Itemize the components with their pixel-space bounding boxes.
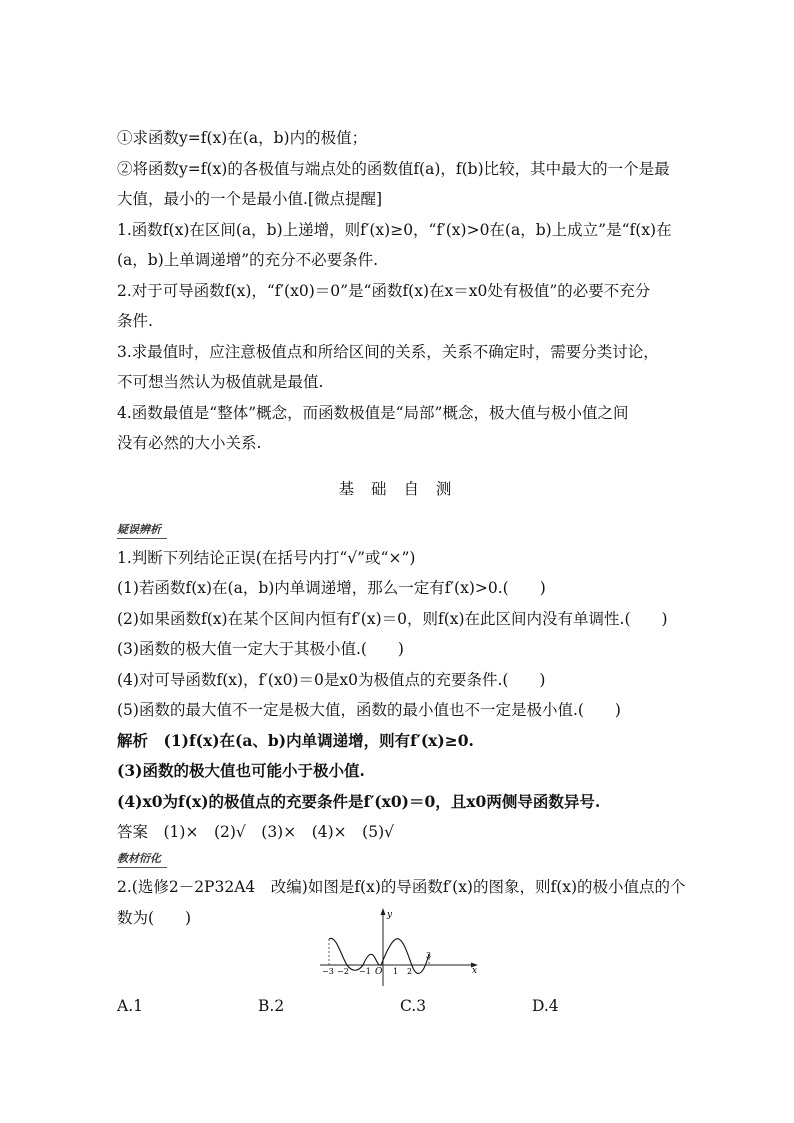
text-line: ②将函数y=f(x)的各极值与端点处的函数值f(a)，f(b)比较，其中最大的一个是最 (117, 159, 670, 178)
answer-line: 答案 (1)× (2)√ (3)× (4)× (5)√ (117, 823, 394, 841)
choice-b[interactable]: B.2 (258, 997, 285, 1015)
section-tag: 疑误辨析 (117, 522, 167, 539)
text-line: 1.函数f(x)在区间(a，b)上递增，则f′(x)≥0，“f′(x)>0在(a，b)上成立”是“f(x)在 (117, 220, 672, 239)
tick-label: −3 (322, 967, 334, 976)
choice-c[interactable]: C.3 (400, 997, 427, 1015)
tick-label: 1 (393, 967, 399, 976)
x-label: x (472, 966, 478, 976)
question-line: (3)函数的极大值一定大于其极小值.( ) (117, 640, 404, 658)
section-title: 基 础 自 测 (338, 480, 458, 498)
question-line: (2)如果函数f(x)在某个区间内恒有f′(x)＝0，则f(x)在此区间内没有单调性.( ) (117, 609, 668, 628)
tick-label: −2 (337, 967, 349, 976)
choice-d[interactable]: D.4 (532, 997, 559, 1015)
text-line: ①求函数y=f(x)在(a，b)内的极值； (117, 129, 368, 147)
text-line: 条件. (117, 312, 153, 330)
question-line: 数为( ) (117, 908, 192, 927)
text-line: 没有必然的大小关系. (117, 434, 262, 452)
text-line: 不可想当然认为极值就是最值. (117, 373, 324, 391)
analysis-line: 解析 (1)f(x)在(a、b)内单调递增，则有f′(x)≥0. (117, 730, 474, 750)
origin-label: O (375, 967, 383, 977)
text-line: (a，b)上单调递增”的充分不必要条件. (117, 251, 379, 269)
question-line: (5)函数的最大值不一定是极大值，函数的最小值也不一定是极小值.( ) (117, 701, 621, 719)
section-tag: 教材衍化 (117, 851, 167, 868)
question-line: (4)对可导函数f(x)，f′(x0)＝0是x0为极值点的充要条件.( ) (117, 670, 546, 689)
text-line: 2.对于可导函数f(x)，“f′(x0)＝0”是“函数f(x)在x＝x0处有极值”的必要不充分 (117, 281, 651, 300)
tick-label: −1 (359, 967, 371, 976)
analysis-line: (4)x0为f(x)的极值点的充要条件是f′(x0)＝0，且x0两侧导函数异号. (117, 791, 601, 811)
text-line: 3.求最值时，应注意极值点和所给区间的关系，关系不确定时，需要分类讨论， (117, 342, 659, 361)
text-line: 4.函数最值是“整体”概念，而函数极值是“局部”概念，极大值与极小值之间 (117, 403, 629, 422)
question-line: (1)若函数f(x)在(a，b)内单调递增，那么一定有f′(x)>0.( ) (117, 579, 546, 597)
y-axis-arrow-icon (381, 908, 386, 915)
document-body (117, 128, 686, 928)
derivative-graph (318, 906, 480, 988)
y-label: y (387, 910, 393, 920)
analysis-line: (3)函数的极大值也可能小于极小值. (117, 761, 365, 780)
choice-a[interactable]: A.1 (117, 997, 143, 1015)
tick-label: 3 (426, 951, 432, 960)
question-line: 2.(选修2－2P32A4 改编)如图是f(x)的导函数f′(x)的图象，则f(x)的极小值点的个 (117, 878, 686, 896)
question-line: 1.判断下列结论正误(在括号内打“√”或“×”) (117, 548, 416, 567)
tick-label: 2 (407, 967, 413, 976)
text-line: 大值，最小的一个是最小值.[微点提醒] (117, 190, 383, 208)
